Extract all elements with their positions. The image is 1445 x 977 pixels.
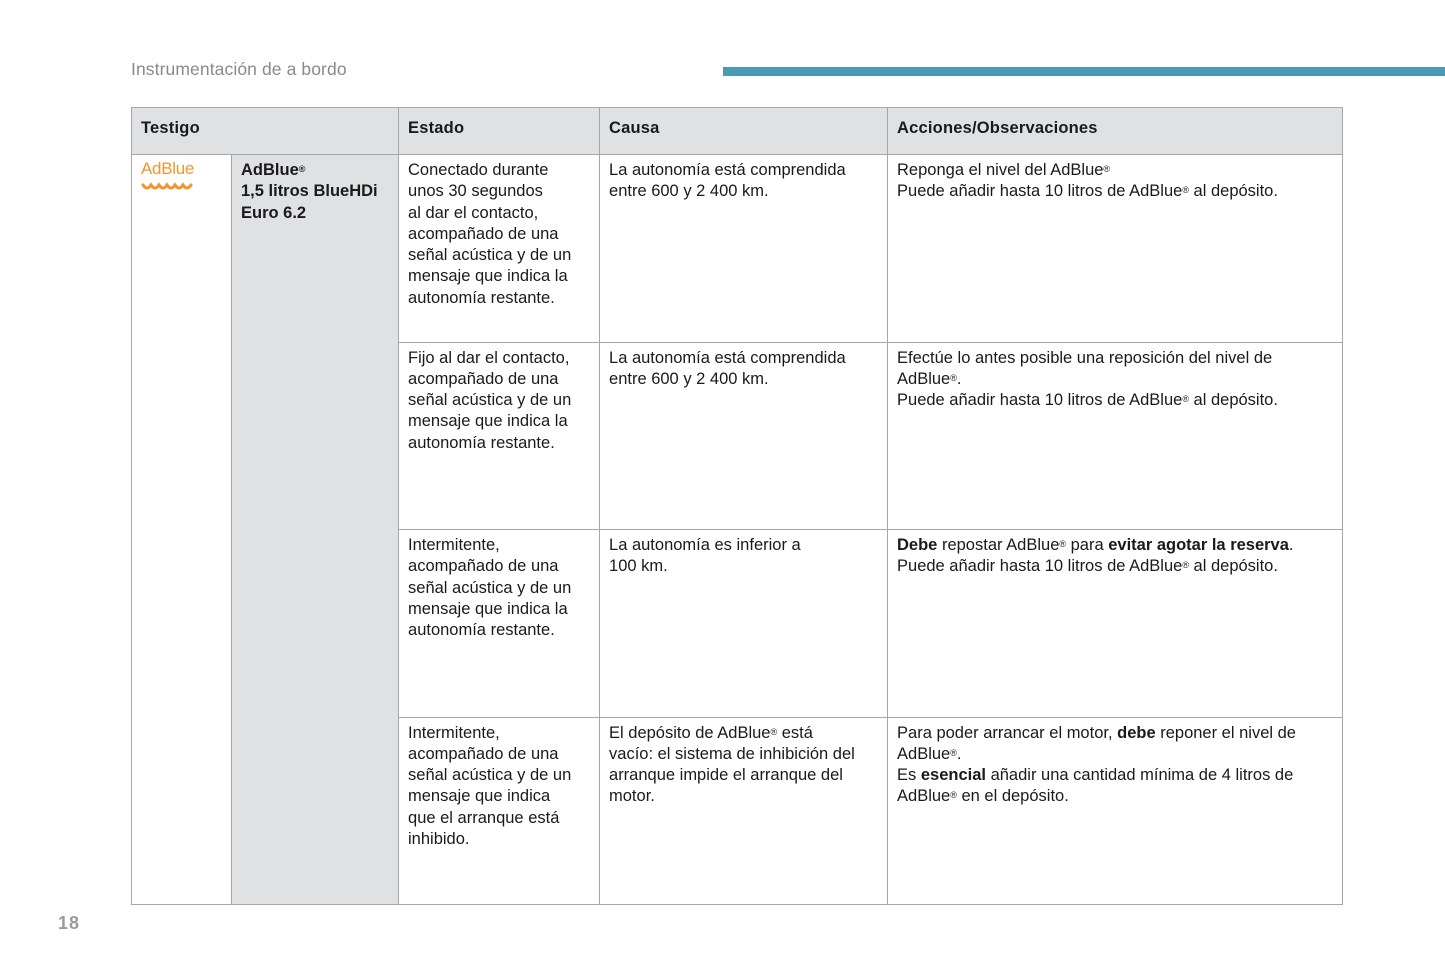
acciones-cell: Para poder arrancar el motor, debe reponer el nivel de AdBlue®. Es esencial añadir una cantidad mínima de 4 litros de AdBlue® en el depósito. [888,717,1343,905]
table-row [132,155,1343,343]
causa-cell: La autonomía es inferior a 100 km. [600,530,888,718]
acciones-cell: Efectúe lo antes posible una reposición del nivel de AdBlue®. Puede añadir hasta 10 litros de AdBlue® al depósito. [888,342,1343,530]
indicator-norm: Euro 6.2 [241,203,307,222]
adblue-warning-icon [141,160,201,196]
column-header-acciones: Acciones/Observaciones [888,108,1343,155]
table-header-row [132,108,1343,155]
estado-cell: Intermitente, acompañado de una señal acústica y de un mensaje que indica que el arranque está inhibido. [399,717,600,905]
estado-cell: Fijo al dar el contacto, acompañado de una señal acústica y de un mensaje que indica la autonomía restante. [399,342,600,530]
warning-indicator-table [131,107,1343,905]
page-number: 18 [58,913,81,933]
column-header-causa: Causa [600,108,888,155]
column-header-estado: Estado [399,108,600,155]
indicator-engine: 1,5 litros BlueHDi [241,182,378,201]
column-header-testigo: Testigo [132,108,399,155]
acciones-cell: Debe repostar AdBlue® para evitar agotar la reserva. Puede añadir hasta 10 litros de AdBlue® al depósito. [888,530,1343,718]
indicator-name: AdBlue® [241,161,306,179]
causa-cell: La autonomía está comprendida entre 600 y 2 400 km. [600,155,888,343]
indicator-icon-cell [132,155,232,905]
page-section-title: Instrumentación de a bordo [131,59,347,79]
header-accent-bar [723,67,1445,76]
causa-cell: El depósito de AdBlue® está vacío: el sistema de inhibición del arranque impide el arranque del motor. [600,717,888,905]
estado-cell: Conectado durante unos 30 segundos al dar el contacto, acompañado de una señal acústica y de un mensaje que indica la autonomía restante. [399,155,600,343]
indicator-label-cell [232,155,399,905]
estado-cell: Intermitente, acompañado de una señal acústica y de un mensaje que indica la autonomía restante. [399,530,600,718]
acciones-cell: Reponga el nivel del AdBlue® Puede añadir hasta 10 litros de AdBlue® al depósito. [888,155,1343,343]
adblue-icon-label: AdBlue [141,159,195,178]
causa-cell: La autonomía está comprendida entre 600 y 2 400 km. [600,342,888,530]
adblue-waves-icon [141,181,197,193]
